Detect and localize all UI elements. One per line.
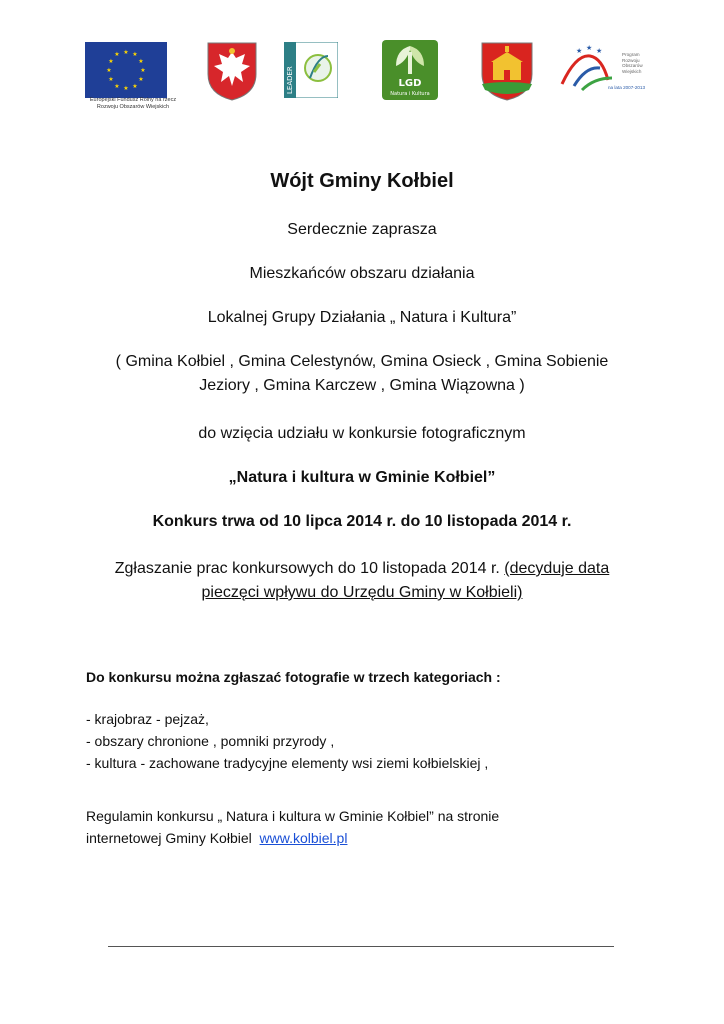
participation-line: do wzięcia udziału w konkursie fotograficznym	[198, 425, 526, 442]
category-item: - obszary chronione , pomniki przyrody ,	[86, 733, 335, 749]
svg-text:★: ★	[132, 51, 138, 58]
svg-text:★: ★	[140, 67, 146, 74]
submission-deadline: Zgłaszanie prac konkursowych do 10 listopada 2014 r.	[114, 560, 500, 577]
svg-text:★: ★	[138, 58, 144, 65]
prow-years: na lata 2007-2013	[608, 85, 646, 90]
svg-text:★: ★	[108, 58, 114, 65]
prow-line: Rozwoju	[622, 57, 640, 63]
svg-text:★: ★	[123, 85, 129, 92]
categories-heading: Do konkursu można zgłaszać fotografie w trzech kategoriach :	[86, 669, 501, 685]
categories-list	[86, 708, 646, 774]
svg-text:★: ★	[123, 49, 129, 56]
prow-text	[622, 52, 643, 74]
submission-text	[60, 557, 664, 605]
invitation-line: Serdecznie zaprasza	[287, 221, 437, 238]
lgd-name-line: Lokalnej Grupy Działania „ Natura i Kultura”	[207, 309, 517, 326]
submission-note-end: pieczęci wpływu do Urzędu Gminy w Kołbieli)	[201, 584, 523, 601]
submission-line1	[60, 557, 664, 581]
mazovia-crest-logo	[205, 40, 259, 102]
rules-line2	[86, 827, 646, 849]
contest-dates: Konkurs trwa od 10 lipca 2014 r. do 10 listopada 2014 r.	[152, 513, 572, 530]
municipalities-line1: ( Gmina Kołbiel , Gmina Celestynów, Gmina Osieck , Gmina Sobienie	[115, 353, 609, 370]
rules-paragraph	[86, 805, 646, 849]
submission-note-start: (decyduje data	[504, 560, 610, 577]
prow-line: Program	[622, 52, 640, 57]
logo-bar	[0, 40, 724, 120]
svg-text:★: ★	[596, 47, 603, 55]
municipalities-line2: Jeziory , Gmina Karczew , Gmina Wiązowna )	[199, 377, 525, 394]
svg-text:★: ★	[106, 67, 112, 74]
svg-text:★: ★	[586, 44, 593, 52]
rules-line1: Regulamin konkursu „ Natura i kultura w Gminie Kołbiel” na stronie	[86, 808, 500, 824]
svg-text:LEADER: LEADER	[286, 66, 294, 94]
eu-caption	[83, 97, 183, 111]
lgd-logo	[382, 40, 438, 100]
svg-text:LGD: LGD	[398, 78, 422, 89]
website-link[interactable]: www.kolbiel.pl	[259, 830, 348, 846]
svg-text:Natura i Kultura: Natura i Kultura	[390, 91, 430, 97]
svg-text:★: ★	[138, 76, 144, 83]
eu-caption-line2: Rozwoju Obszarów Wiejskich	[96, 104, 170, 110]
eu-caption-line1: Europejski Fundusz Rolny na rzecz	[89, 97, 177, 103]
svg-text:★: ★	[132, 83, 138, 90]
municipalities-text	[60, 350, 664, 398]
prow-line: Wiejskich	[622, 68, 642, 74]
prow-line: Obszarów	[622, 63, 643, 69]
svg-text:★: ★	[114, 51, 120, 58]
svg-text:★: ★	[108, 76, 114, 83]
category-item: - krajobraz - pejzaż,	[86, 711, 209, 727]
footer-divider	[108, 946, 614, 947]
svg-text:★: ★	[576, 47, 583, 55]
category-item: - kultura - zachowane tradycyjne elementy wsi ziemi kołbielskiej ,	[86, 755, 489, 771]
rules-line2-text: internetowej Gminy Kołbiel	[86, 830, 252, 846]
svg-text:★: ★	[114, 83, 120, 90]
residents-line: Mieszkańców obszaru działania	[249, 265, 475, 282]
kolbiel-crest-logo	[479, 40, 535, 102]
document-title: Wójt Gminy Kołbiel	[270, 170, 454, 192]
leader-logo	[284, 42, 338, 98]
eu-flag-logo	[85, 42, 167, 98]
contest-name: „Natura i kultura w Gminie Kołbiel”	[228, 469, 496, 486]
